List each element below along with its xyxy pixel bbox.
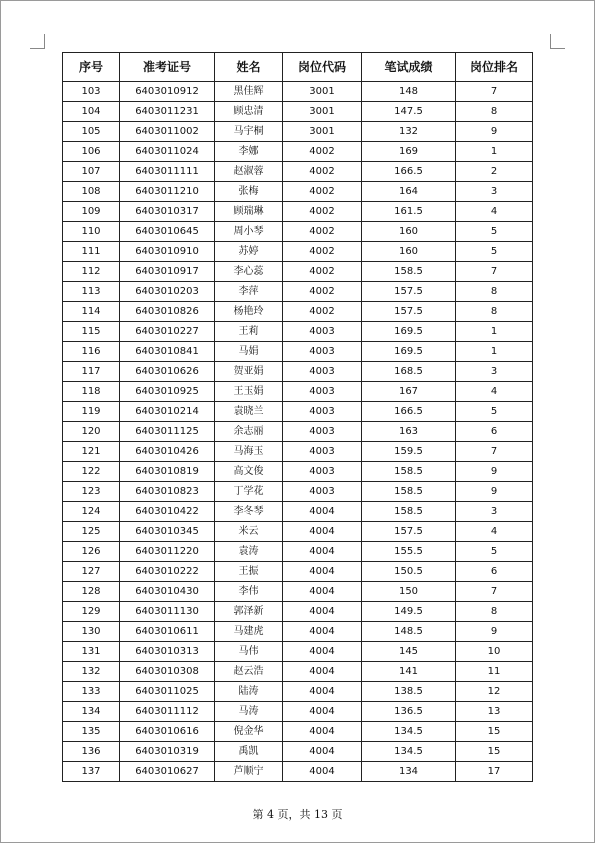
cell-admission-ticket-number: 6403011231 — [120, 102, 215, 122]
cell-serial-number: 105 — [63, 122, 120, 142]
cell-position-code: 4003 — [283, 482, 362, 502]
cell-admission-ticket-number: 6403010345 — [120, 522, 215, 542]
cell-admission-ticket-number: 6403010203 — [120, 282, 215, 302]
cell-serial-number: 118 — [63, 382, 120, 402]
cell-serial-number: 130 — [63, 622, 120, 642]
cell-admission-ticket-number: 6403010313 — [120, 642, 215, 662]
cell-written-score: 158.5 — [362, 462, 456, 482]
cell-position-code: 4004 — [283, 662, 362, 682]
cell-written-score: 161.5 — [362, 202, 456, 222]
cell-written-score: 169 — [362, 142, 456, 162]
cell-written-score: 157.5 — [362, 282, 456, 302]
cell-position-rank: 7 — [456, 442, 533, 462]
cell-written-score: 134 — [362, 762, 456, 782]
cell-position-code: 4004 — [283, 622, 362, 642]
cell-position-rank: 2 — [456, 162, 533, 182]
cell-name: 赵云浩 — [215, 662, 283, 682]
table-row — [63, 82, 533, 102]
cell-serial-number: 125 — [63, 522, 120, 542]
cell-name: 马伟 — [215, 642, 283, 662]
cell-name: 郭泽新 — [215, 602, 283, 622]
cell-position-rank: 1 — [456, 142, 533, 162]
table-row — [63, 262, 533, 282]
cell-position-rank: 5 — [456, 222, 533, 242]
cell-position-code: 4004 — [283, 742, 362, 762]
table-row — [63, 462, 533, 482]
table-row — [63, 222, 533, 242]
cell-name: 马海玉 — [215, 442, 283, 462]
cell-position-code: 4002 — [283, 302, 362, 322]
cell-name: 李冬琴 — [215, 502, 283, 522]
cell-admission-ticket-number: 6403010317 — [120, 202, 215, 222]
cell-admission-ticket-number: 6403010319 — [120, 742, 215, 762]
cell-admission-ticket-number: 6403011024 — [120, 142, 215, 162]
cell-position-code: 4004 — [283, 522, 362, 542]
cell-admission-ticket-number: 6403010917 — [120, 262, 215, 282]
cell-position-code: 4003 — [283, 422, 362, 442]
cell-serial-number: 122 — [63, 462, 120, 482]
table-row — [63, 402, 533, 422]
cell-name: 李伟 — [215, 582, 283, 602]
cell-admission-ticket-number: 6403011111 — [120, 162, 215, 182]
cell-name: 杨艳玲 — [215, 302, 283, 322]
cell-written-score: 169.5 — [362, 322, 456, 342]
cell-name: 马宇桐 — [215, 122, 283, 142]
cell-position-code: 3001 — [283, 102, 362, 122]
cell-position-rank: 15 — [456, 742, 533, 762]
results-table — [62, 52, 533, 782]
cell-admission-ticket-number: 6403010214 — [120, 402, 215, 422]
cell-serial-number: 115 — [63, 322, 120, 342]
cell-admission-ticket-number: 6403011220 — [120, 542, 215, 562]
cell-position-rank: 10 — [456, 642, 533, 662]
cell-position-code: 4002 — [283, 222, 362, 242]
cell-position-code: 4002 — [283, 142, 362, 162]
cell-written-score: 132 — [362, 122, 456, 142]
cell-serial-number: 106 — [63, 142, 120, 162]
cell-name: 禹凯 — [215, 742, 283, 762]
cell-serial-number: 131 — [63, 642, 120, 662]
cell-name: 陆涛 — [215, 682, 283, 702]
table-row — [63, 142, 533, 162]
cell-position-code: 4003 — [283, 442, 362, 462]
cell-serial-number: 120 — [63, 422, 120, 442]
cell-admission-ticket-number: 6403011130 — [120, 602, 215, 622]
table-row — [63, 202, 533, 222]
cell-position-code: 4003 — [283, 342, 362, 362]
cell-position-rank: 6 — [456, 422, 533, 442]
table-row — [63, 382, 533, 402]
cell-serial-number: 124 — [63, 502, 120, 522]
cell-name: 李娜 — [215, 142, 283, 162]
cell-name: 袁涛 — [215, 542, 283, 562]
table-row — [63, 362, 533, 382]
table-row — [63, 162, 533, 182]
cell-admission-ticket-number: 6403010422 — [120, 502, 215, 522]
cell-position-rank: 8 — [456, 282, 533, 302]
cell-serial-number: 116 — [63, 342, 120, 362]
cell-written-score: 158.5 — [362, 482, 456, 502]
cell-admission-ticket-number: 6403011025 — [120, 682, 215, 702]
cell-name: 芦顺宁 — [215, 762, 283, 782]
table-row — [63, 542, 533, 562]
cell-position-code: 4004 — [283, 682, 362, 702]
cell-position-code: 4003 — [283, 382, 362, 402]
cell-position-code: 4004 — [283, 762, 362, 782]
cell-admission-ticket-number: 6403011210 — [120, 182, 215, 202]
cell-written-score: 134.5 — [362, 722, 456, 742]
header-position-rank: 岗位排名 — [456, 53, 533, 82]
cell-position-code: 4003 — [283, 402, 362, 422]
cell-written-score: 160 — [362, 222, 456, 242]
cell-serial-number: 136 — [63, 742, 120, 762]
cell-position-rank: 9 — [456, 482, 533, 502]
cell-serial-number: 109 — [63, 202, 120, 222]
cell-admission-ticket-number: 6403010430 — [120, 582, 215, 602]
table-row — [63, 482, 533, 502]
cell-written-score: 160 — [362, 242, 456, 262]
cell-written-score: 136.5 — [362, 702, 456, 722]
cell-admission-ticket-number: 6403010910 — [120, 242, 215, 262]
cell-admission-ticket-number: 6403010819 — [120, 462, 215, 482]
cell-position-code: 4003 — [283, 322, 362, 342]
cell-written-score: 145 — [362, 642, 456, 662]
cell-position-rank: 3 — [456, 182, 533, 202]
cell-position-rank: 9 — [456, 122, 533, 142]
cell-admission-ticket-number: 6403010841 — [120, 342, 215, 362]
cell-written-score: 163 — [362, 422, 456, 442]
cell-admission-ticket-number: 6403011002 — [120, 122, 215, 142]
cell-name: 王振 — [215, 562, 283, 582]
cell-name: 李心蕊 — [215, 262, 283, 282]
cell-position-code: 4004 — [283, 562, 362, 582]
cell-written-score: 149.5 — [362, 602, 456, 622]
header-serial-number: 序号 — [63, 53, 120, 82]
table-row — [63, 182, 533, 202]
cell-written-score: 166.5 — [362, 162, 456, 182]
cell-serial-number: 112 — [63, 262, 120, 282]
cell-name: 苏婷 — [215, 242, 283, 262]
cell-name: 马建虎 — [215, 622, 283, 642]
cell-serial-number: 114 — [63, 302, 120, 322]
cell-written-score: 138.5 — [362, 682, 456, 702]
cell-name: 米云 — [215, 522, 283, 542]
cell-position-code: 4002 — [283, 182, 362, 202]
cell-admission-ticket-number: 6403010308 — [120, 662, 215, 682]
cell-admission-ticket-number: 6403010616 — [120, 722, 215, 742]
cell-position-rank: 9 — [456, 462, 533, 482]
cell-position-rank: 4 — [456, 522, 533, 542]
cell-serial-number: 121 — [63, 442, 120, 462]
table-row — [63, 282, 533, 302]
cell-name: 高文俊 — [215, 462, 283, 482]
cell-name: 赵淑蓉 — [215, 162, 283, 182]
cell-position-code: 4004 — [283, 582, 362, 602]
cell-serial-number: 103 — [63, 82, 120, 102]
table-row — [63, 302, 533, 322]
cell-name: 王玉娟 — [215, 382, 283, 402]
cell-position-code: 4004 — [283, 502, 362, 522]
table-row — [63, 442, 533, 462]
cell-position-code: 3001 — [283, 82, 362, 102]
table-row — [63, 702, 533, 722]
cell-name: 马娟 — [215, 342, 283, 362]
cell-position-rank: 13 — [456, 702, 533, 722]
cell-admission-ticket-number: 6403010627 — [120, 762, 215, 782]
cell-name: 顾瑞琳 — [215, 202, 283, 222]
table-row — [63, 242, 533, 262]
table-row — [63, 502, 533, 522]
cell-written-score: 157.5 — [362, 302, 456, 322]
cell-written-score: 141 — [362, 662, 456, 682]
cell-admission-ticket-number: 6403011125 — [120, 422, 215, 442]
header-row — [63, 53, 533, 82]
cell-position-rank: 5 — [456, 242, 533, 262]
table-row — [63, 422, 533, 442]
cell-written-score: 150 — [362, 582, 456, 602]
table-row — [63, 122, 533, 142]
cell-serial-number: 111 — [63, 242, 120, 262]
cell-written-score: 158.5 — [362, 262, 456, 282]
cell-position-rank: 5 — [456, 402, 533, 422]
cell-name: 李萍 — [215, 282, 283, 302]
cell-position-code: 4004 — [283, 702, 362, 722]
cell-written-score: 167 — [362, 382, 456, 402]
cell-written-score: 134.5 — [362, 742, 456, 762]
cell-written-score: 169.5 — [362, 342, 456, 362]
cell-admission-ticket-number: 6403010222 — [120, 562, 215, 582]
cell-serial-number: 110 — [63, 222, 120, 242]
cell-position-code: 4004 — [283, 642, 362, 662]
cell-position-rank: 7 — [456, 262, 533, 282]
table-row — [63, 322, 533, 342]
cell-name: 余志丽 — [215, 422, 283, 442]
cell-position-code: 4002 — [283, 202, 362, 222]
header-name: 姓名 — [215, 53, 283, 82]
table-row — [63, 522, 533, 542]
cell-written-score: 157.5 — [362, 522, 456, 542]
table-body — [63, 82, 533, 782]
cell-written-score: 158.5 — [362, 502, 456, 522]
table-row — [63, 342, 533, 362]
cell-written-score: 166.5 — [362, 402, 456, 422]
cell-written-score: 148 — [362, 82, 456, 102]
cell-name: 丁学花 — [215, 482, 283, 502]
cell-written-score: 148.5 — [362, 622, 456, 642]
table-header — [63, 53, 533, 82]
cell-name: 贺亚娟 — [215, 362, 283, 382]
table-row — [63, 722, 533, 742]
cell-serial-number: 137 — [63, 762, 120, 782]
page-footer: 第 4 页，共 13 页 — [252, 808, 343, 821]
cell-position-code: 4002 — [283, 162, 362, 182]
margin-mark-top-left — [30, 34, 45, 49]
cell-position-code: 4003 — [283, 362, 362, 382]
cell-position-code: 4002 — [283, 242, 362, 262]
table-row — [63, 102, 533, 122]
cell-serial-number: 132 — [63, 662, 120, 682]
table-row — [63, 562, 533, 582]
cell-written-score: 159.5 — [362, 442, 456, 462]
margin-mark-top-right — [550, 34, 565, 49]
cell-admission-ticket-number: 6403010227 — [120, 322, 215, 342]
table-row — [63, 602, 533, 622]
cell-admission-ticket-number: 6403010426 — [120, 442, 215, 462]
cell-admission-ticket-number: 6403010823 — [120, 482, 215, 502]
cell-serial-number: 135 — [63, 722, 120, 742]
cell-position-rank: 3 — [456, 502, 533, 522]
cell-name: 张梅 — [215, 182, 283, 202]
cell-position-code: 3001 — [283, 122, 362, 142]
cell-serial-number: 134 — [63, 702, 120, 722]
table-row — [63, 642, 533, 662]
cell-position-rank: 3 — [456, 362, 533, 382]
cell-written-score: 164 — [362, 182, 456, 202]
cell-serial-number: 133 — [63, 682, 120, 702]
cell-position-rank: 1 — [456, 322, 533, 342]
cell-written-score: 150.5 — [362, 562, 456, 582]
cell-admission-ticket-number: 6403010826 — [120, 302, 215, 322]
cell-serial-number: 108 — [63, 182, 120, 202]
cell-position-rank: 7 — [456, 582, 533, 602]
cell-serial-number: 127 — [63, 562, 120, 582]
cell-written-score: 168.5 — [362, 362, 456, 382]
cell-written-score: 155.5 — [362, 542, 456, 562]
table-row — [63, 582, 533, 602]
table-row — [63, 742, 533, 762]
cell-position-code: 4004 — [283, 602, 362, 622]
table-row — [63, 762, 533, 782]
cell-position-rank: 8 — [456, 102, 533, 122]
cell-name: 王莉 — [215, 322, 283, 342]
table-row — [63, 622, 533, 642]
cell-name: 倪金华 — [215, 722, 283, 742]
cell-name: 袁晓兰 — [215, 402, 283, 422]
cell-admission-ticket-number: 6403010611 — [120, 622, 215, 642]
cell-position-rank: 12 — [456, 682, 533, 702]
cell-position-rank: 7 — [456, 82, 533, 102]
cell-admission-ticket-number: 6403010912 — [120, 82, 215, 102]
cell-serial-number: 129 — [63, 602, 120, 622]
cell-position-rank: 6 — [456, 562, 533, 582]
cell-admission-ticket-number: 6403010645 — [120, 222, 215, 242]
cell-position-code: 4003 — [283, 462, 362, 482]
cell-position-code: 4004 — [283, 722, 362, 742]
cell-position-rank: 1 — [456, 342, 533, 362]
cell-serial-number: 113 — [63, 282, 120, 302]
cell-serial-number: 128 — [63, 582, 120, 602]
cell-name: 黑佳辉 — [215, 82, 283, 102]
cell-position-rank: 4 — [456, 382, 533, 402]
header-position-code: 岗位代码 — [283, 53, 362, 82]
cell-position-rank: 9 — [456, 622, 533, 642]
cell-serial-number: 104 — [63, 102, 120, 122]
cell-serial-number: 119 — [63, 402, 120, 422]
cell-serial-number: 123 — [63, 482, 120, 502]
cell-admission-ticket-number: 6403010925 — [120, 382, 215, 402]
cell-position-code: 4004 — [283, 542, 362, 562]
cell-position-code: 4002 — [283, 282, 362, 302]
cell-name: 周小琴 — [215, 222, 283, 242]
cell-serial-number: 126 — [63, 542, 120, 562]
cell-admission-ticket-number: 6403010626 — [120, 362, 215, 382]
cell-position-rank: 8 — [456, 602, 533, 622]
table-row — [63, 662, 533, 682]
cell-written-score: 147.5 — [362, 102, 456, 122]
cell-name: 马涛 — [215, 702, 283, 722]
cell-position-rank: 15 — [456, 722, 533, 742]
header-admission-ticket-number: 准考证号 — [120, 53, 215, 82]
cell-position-rank: 5 — [456, 542, 533, 562]
cell-position-rank: 11 — [456, 662, 533, 682]
table-row — [63, 682, 533, 702]
cell-serial-number: 117 — [63, 362, 120, 382]
cell-serial-number: 107 — [63, 162, 120, 182]
cell-name: 顾忠清 — [215, 102, 283, 122]
cell-admission-ticket-number: 6403011112 — [120, 702, 215, 722]
header-written-score: 笔试成绩 — [362, 53, 456, 82]
cell-position-rank: 8 — [456, 302, 533, 322]
cell-position-rank: 4 — [456, 202, 533, 222]
cell-position-code: 4002 — [283, 262, 362, 282]
cell-position-rank: 17 — [456, 762, 533, 782]
